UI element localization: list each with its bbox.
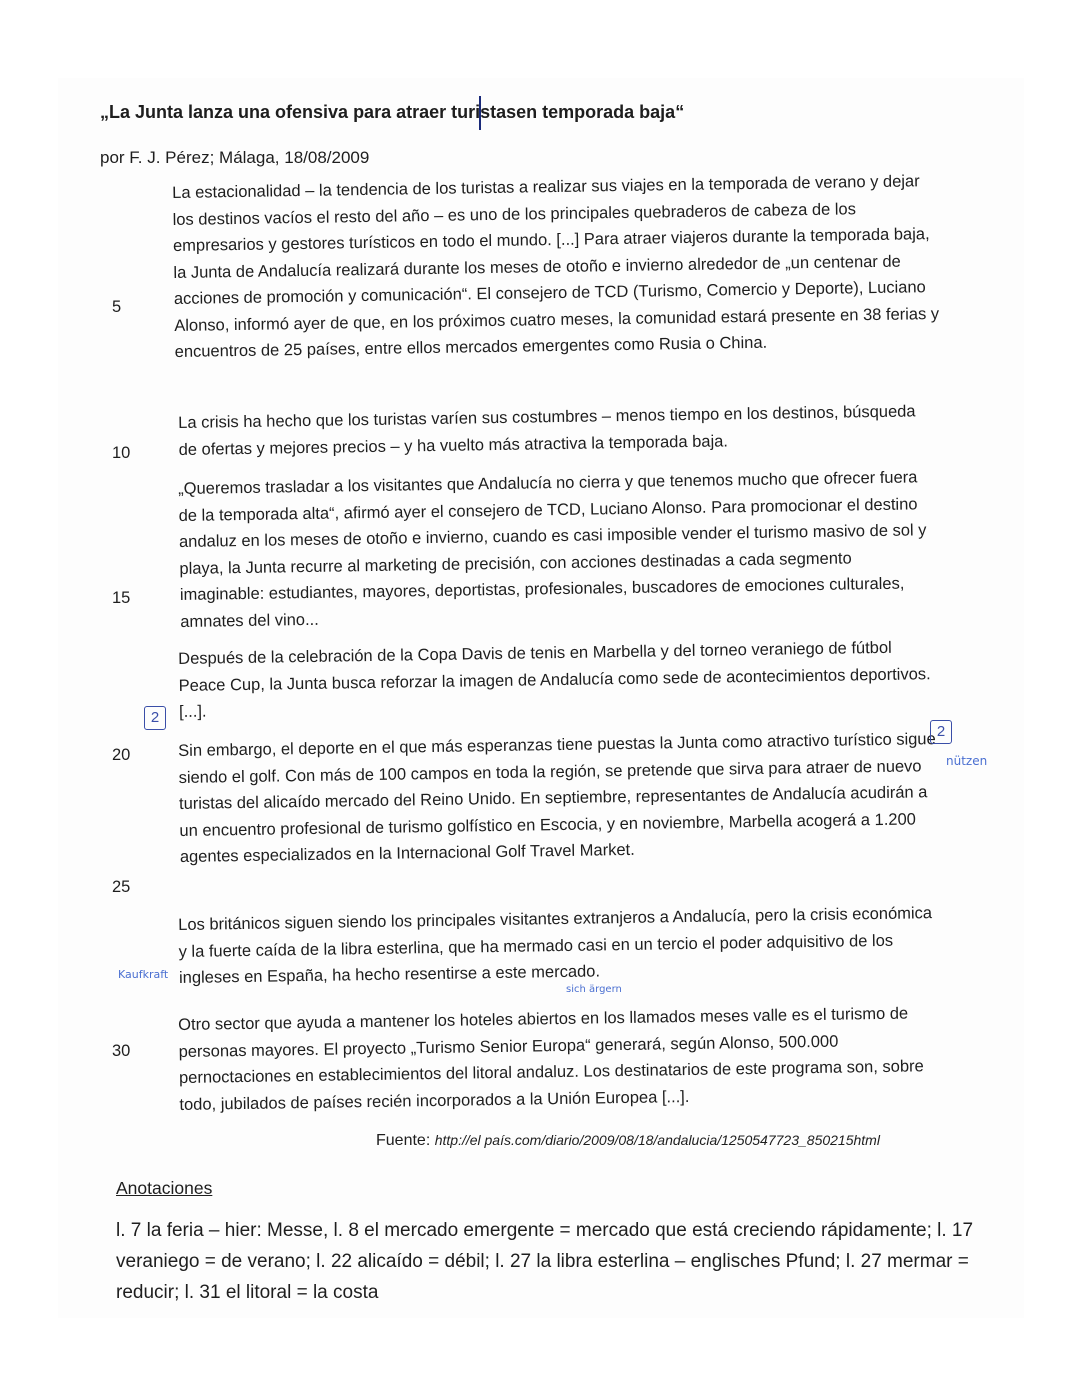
line-number-15: 15 [112,589,131,607]
line-number-20: 20 [112,746,131,764]
paragraph-2: La crisis ha hecho que los turistas varíen sus costumbres – menos tiempo en los destinos, búsqueda de ofertas y mejores precios – y ha vuelto más atractiva la temporada baja. [178,402,916,459]
paragraph-3: „Queremos trasladar a los visitantes que Andalucía no cierra y que tenemos mucho que ofrecer fuera de la temporada alta“, afirmó ayer el consejero de TCD, Luciano Alonso. Para promocionar el destino andaluz en los meses de otoño e invierno, cuando es casi imposible vender el turismo masivo de sol y playa, la Junta recurre al marketing de precisión, con acciones destinadas a cada segmento imaginable: estudiantes, mayores, deportistas, profesionales, buscadores de emociones culturales, amnates del vino... [178,468,927,631]
handwritten-note-sich-aergern: sich ärgern [566,984,622,995]
annotations-heading: Anotaciones [116,1178,213,1198]
handwritten-box-number: 2 [144,706,166,730]
paragraph-7: Otro sector que ayuda a mantener los hoteles abiertos en los llamados meses valle es el turismo de personas mayores. El proyecto „Turismo Senior Europa“ generará, según Alonso, 500.000 pernoctaciones en establecimientos del litoral andaluz. Los destinatarios de este programa son, sobre todo, jubilados de países recién incorporados a la Unión Europea [...]. [178,1004,924,1114]
handwritten-note-nutzen: nützen [946,754,988,768]
paragraph-6: Los británicos siguen siendo los principales visitantes extranjeros a Andalucía, pero la crisis económica y la fuerte caída de la libra esterlina, que ha mermado casi en un tercio el poder adquisitivo de los ingleses en España, ha hecho resentirse a este mercado. [178,904,933,987]
source-url: http://el país.com/diario/2009/08/18/andalucia/1250547723_850215html [434,1132,880,1148]
source-line [376,1132,880,1150]
line-number-25: 25 [112,878,131,896]
source-label: Fuente: [376,1132,431,1149]
line-number-5: 5 [112,298,122,316]
paragraph-5: Sin embargo, el deporte en el que más esperanzas tiene puestas la Junta como atractivo turístico sigue siendo el golf. Con más de 100 campos en toda la región, se pretende que sirva para atraer de nuevo turistas del alicaído mercado del Reino Unido. En septiembre, representantes de Andalucía acudirán a un encuentro profesional de turismo golfístico en Escocia, y en noviembre, Marbella acogerá a 1.200 agentes especializados en la Internacional Golf Travel Market. [178,730,936,866]
article-title: „La Junta lanza una ofensiva para atraer turistasen temporada baja“ [100,102,685,122]
article-byline: por F. J. Pérez; Málaga, 18/08/2009 [100,148,370,167]
line-number-10: 10 [112,444,131,462]
line-number-30: 30 [112,1042,131,1060]
paragraph-4: Después de la celebración de la Copa Davis de tenis en Marbella y del torneo veraniego de fútbol Peace Cup, la Junta busca reforzar la imagen de Andalucía como sede de acontecimientos deportivos. [...]. [178,638,931,721]
handwritten-box-number: 2 [930,720,952,744]
paragraph-1: La estacionalidad – la tendencia de los turistas a realizar sus viajes en la temporada de verano y dejar los destinos vacíos el resto del año – es uno de los principales quebraderos de cabeza de los empresarios y gestores turísticos en todo el mundo. [...] Para atraer viajeros durante la temporada baja, la Junta de Andalucía realizará durante los meses de otoño e invierno alrededor de „un centenar de acciones de promoción y comunicación“. El consejero de TCD (Turismo, Comercio y Deporte), Luciano Alonso, informó ayer de que, en los próximos cuatro meses, la comunidad estará presente en 38 ferias y encuentros de 25 países, entre ellos mercados emergentes como Rusia o China. [172,172,940,361]
annotations-text: l. 7 la feria – hier: Messe, l. 8 el mercado emergente = mercado que está creciendo rápidamente; l. 17 veraniego = de verano; l. 22 alicaído = débil; l. 27 la libra esterlina – englisches Pfund; l. 27 mermar = reducir; l. 31 el litoral = la costa [116,1220,974,1303]
handwritten-note-kaufkraft: Kaufkraft [118,968,169,981]
